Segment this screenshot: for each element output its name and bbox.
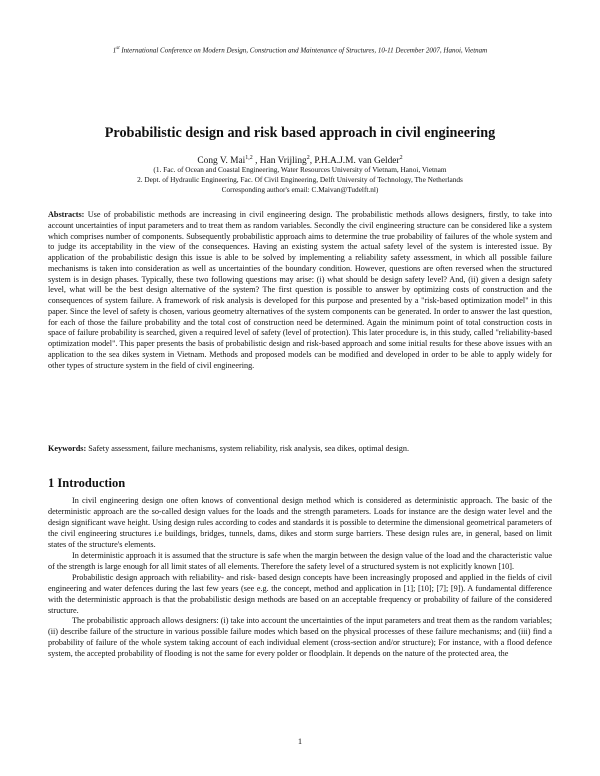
paragraph: In deterministic approach it is assumed that the structure is safe when the margin between the design value of the load and the characteristic value of the strength is large enough for all limit states of all elements. Therefore the safety level of a structured system is not explicitly known [10]. [48,550,552,571]
section-heading: 1 Introduction [48,476,126,490]
affiliation-line: 2. Dept. of Hydraulic Engineering, Fac. Of Civil Engineering, Delft University of Technology, The Netherlands [137,175,463,184]
page-number: 1 [297,736,303,746]
paper-title: Probabilistic design and risk based approach in civil engineering [104,125,496,141]
author-separator: , [309,156,315,167]
author-affiliation-mark: 1,2 [245,155,253,161]
author-affiliation-mark: 2 [306,155,310,161]
keywords-label: Keywords: [48,444,87,453]
abstract-text: Use of probabilistic methods are increasing in civil engineering design. The probabilistic methods allows designers, firstly, to take into account uncertainties of input parameters and to treat them as random variables. Secondly the civil engineering structure can be considered like a system which comprises number of components. Subsequently probabilistic approach aims to determine the true probability of failures of the whole system and to judge its acceptability in the view of the consequences. Having an existing system the actual safety level of the system is interested issue. By application of the probabilistic design this issue is able to be solved by implementing a reliability safety assessment, in which all possible failure mechanisms is taken into consideration as well as uncertainties of the boundary condition. However, questions are often reversed when the structured system is in design phases. Typically, these two following questions may arise: (i) what should be design safety level? And, (ii) given a design safety level, what will be the best design alternative of the system? The first question is possible to answer by optimizing costs of construction and the consequences of system failure. A framework of risk analysis is developed for this purpose and presented by a "risk-based optimization model" in this paper. Since the level of safety is chosen, various geometry alternatives of the system components can be generated. In order to answer the last question, for each of those the failure probability and the total cost of construction need be determined. Again the minimum point of total construction costs in space of failure probability is searched, given a required level of safety (level of protection). This later procedure is, in this study, called "reliability-based optimization model". This paper presents the basis of probabilistic design and risk-based approach and some initial results for these above issues with an application to the sea dikes system in Vietnam. Methods and proposed models can be modified and developed in order to be able to apply widely for other types of structure system in the field of civil engineering. [48,210,553,370]
paragraph: Probabilistic design approach with reliability- and risk- based design concepts have been increasingly proposed and applied in the fields of civil engineering and water defences during the last few years (see e.g. the concept, method and application in [1]; [10]; [7]; [9]). A fundamental difference with the deterministic approach is that the probabilistic design methods are based on an acceptable frequency or probability of failure of the considered structure. [48,572,552,615]
author-separator: , [252,156,260,167]
author-affiliation-mark: 2 [399,155,403,161]
section-body [48,496,552,660]
author-name: Cong V. Mai [197,156,246,167]
paragraph: The probabilistic approach allows designers: (i) take into account the uncertainties of the input parameters and treat them as the random variables; (ii) describe failure of the structure in various possible failure modes which based on the physical processes of these failure mechanisms; and (iii) find a probability of failure of the whole system taking account of each individual element (cross-section and/or structure); For instance, with a flood defence system, the accepted probability of flooding is not the same for every polder or floodplain. It depends on the nature of the protected area, the [48,616,552,659]
abstract-label: Abstracts: [48,210,85,219]
header-ordinal: 1 [112,46,117,55]
header-ordinal-suffix: st [116,46,120,51]
author-name: Han Vrijling [259,156,307,167]
corresponding-author-line: Corresponding author's email: C.Maivan@Tudelft.nl) [221,185,379,194]
header-text: International Conference on Modern Design, Construction and Maintenance of Structures, 10-11 December 2007, Hanoi, Vietnam [119,46,488,55]
author-name: P.H.A.J.M. van Gelder [314,156,400,167]
affiliation-line: (1. Fac. of Ocean and Coastal Engineering, Water Resources University of Vietnam, Hanoi, Vietnam [153,165,447,174]
abstract [48,210,552,371]
keywords-text: Safety assessment, failure mechanisms, system reliability, risk analysis, sea dikes, optimal design. [88,444,410,453]
conference-header [48,44,552,55]
paragraph: In civil engineering design one often knows of conventional design method which is considered as deterministic approach. The basic of the deterministic approach are the so-called design values for the loads and the strength parameters. Loads for instance are the design water level and the design significant wave height. Using design rules according to codes and standards it is possible to determine the dimensional geometrical parameters of the civil engineering structures i.e buildings, bridges, tunnels, dams, dikes and storm surge barriers. These design rules are, in general, based on limit states of the structure's elements. [48,496,552,549]
keywords [48,444,552,455]
